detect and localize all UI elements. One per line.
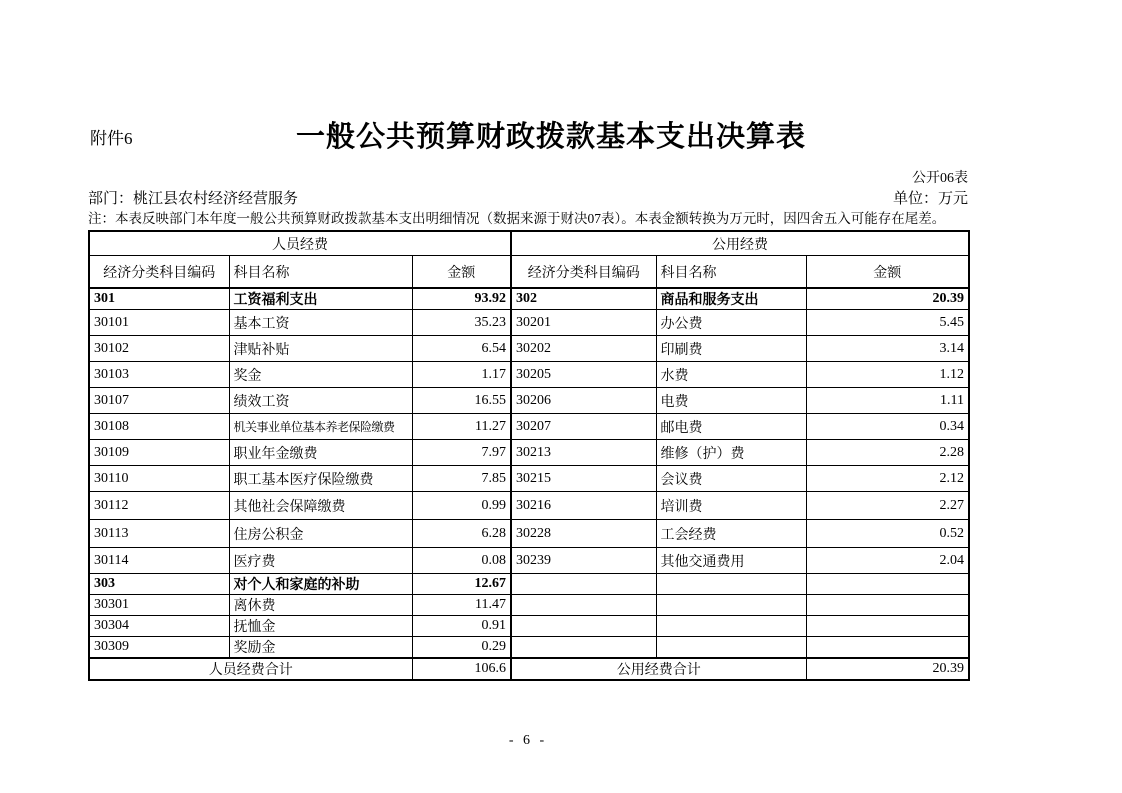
table-row bbox=[89, 362, 969, 388]
name-cell bbox=[656, 637, 806, 659]
name-cell bbox=[656, 595, 806, 616]
table-row bbox=[89, 388, 969, 414]
right-code-header: 经济分类科目编码 bbox=[511, 256, 656, 289]
code-cell: 30207 bbox=[511, 414, 656, 440]
form-code: 公开06表 bbox=[912, 171, 968, 186]
right-total-amount: 20.39 bbox=[806, 658, 969, 680]
amount-cell: 2.12 bbox=[806, 466, 969, 492]
amount-cell: 6.28 bbox=[412, 520, 511, 548]
amount-cell bbox=[806, 616, 969, 637]
amount-cell: 11.27 bbox=[412, 414, 511, 440]
amount-cell: 16.55 bbox=[412, 388, 511, 414]
column-header-row bbox=[89, 256, 969, 289]
amount-cell: 35.23 bbox=[412, 310, 511, 336]
amount-cell bbox=[806, 595, 969, 616]
code-cell bbox=[511, 616, 656, 637]
department-label: 部门：桃江县农村经济经营服务 bbox=[88, 191, 299, 207]
name-cell: 印刷费 bbox=[656, 336, 806, 362]
name-cell: 医疗费 bbox=[229, 548, 412, 574]
amount-cell: 2.04 bbox=[806, 548, 969, 574]
amount-cell: 0.34 bbox=[806, 414, 969, 440]
amount-cell: 5.45 bbox=[806, 310, 969, 336]
table-row bbox=[89, 520, 969, 548]
name-cell: 住房公积金 bbox=[229, 520, 412, 548]
code-cell: 30239 bbox=[511, 548, 656, 574]
name-cell: 水费 bbox=[656, 362, 806, 388]
table-row bbox=[89, 595, 969, 616]
code-cell: 30114 bbox=[89, 548, 229, 574]
code-cell: 30301 bbox=[89, 595, 229, 616]
code-cell: 30206 bbox=[511, 388, 656, 414]
code-cell: 30216 bbox=[511, 492, 656, 520]
group-header-row bbox=[89, 231, 969, 256]
right-total-label: 公用经费合计 bbox=[511, 658, 806, 680]
code-cell: 30112 bbox=[89, 492, 229, 520]
code-cell: 30201 bbox=[511, 310, 656, 336]
amount-cell: 1.12 bbox=[806, 362, 969, 388]
name-cell: 培训费 bbox=[656, 492, 806, 520]
table-note: 注：本表反映部门本年度一般公共预算财政拨款基本支出明细情况（数据来源于财决07表）。本表金额转换为万元时，因四舍五入可能存在尾差。 bbox=[88, 211, 946, 226]
amount-cell: 7.85 bbox=[412, 466, 511, 492]
code-cell: 302 bbox=[511, 288, 656, 310]
code-cell: 30108 bbox=[89, 414, 229, 440]
title-block bbox=[88, 114, 968, 156]
amount-cell bbox=[806, 574, 969, 595]
amount-cell: 1.11 bbox=[806, 388, 969, 414]
code-cell: 303 bbox=[89, 574, 229, 595]
code-cell bbox=[511, 595, 656, 616]
left-amount-header: 金额 bbox=[412, 256, 511, 289]
right-amount-header: 金额 bbox=[806, 256, 969, 289]
name-cell: 邮电费 bbox=[656, 414, 806, 440]
name-cell: 电费 bbox=[656, 388, 806, 414]
code-cell: 30213 bbox=[511, 440, 656, 466]
table-row bbox=[89, 336, 969, 362]
table-row bbox=[89, 637, 969, 659]
code-cell: 30107 bbox=[89, 388, 229, 414]
amount-cell bbox=[806, 637, 969, 659]
left-code-header: 经济分类科目编码 bbox=[89, 256, 229, 289]
code-cell: 30304 bbox=[89, 616, 229, 637]
name-cell: 离休费 bbox=[229, 595, 412, 616]
amount-cell: 12.67 bbox=[412, 574, 511, 595]
page-number: - 6 - bbox=[508, 733, 548, 748]
name-cell: 商品和服务支出 bbox=[656, 288, 806, 310]
table-row bbox=[89, 548, 969, 574]
code-cell: 30202 bbox=[511, 336, 656, 362]
name-cell: 津贴补贴 bbox=[229, 336, 412, 362]
code-cell: 30113 bbox=[89, 520, 229, 548]
code-cell: 30102 bbox=[89, 336, 229, 362]
amount-cell: 0.52 bbox=[806, 520, 969, 548]
page-title: 一般公共预算财政拨款基本支出决算表 bbox=[295, 121, 806, 153]
name-cell: 维修（护）费 bbox=[656, 440, 806, 466]
document-page bbox=[88, 0, 968, 749]
amount-cell: 93.92 bbox=[412, 288, 511, 310]
name-cell bbox=[656, 616, 806, 637]
name-cell: 其他交通费用 bbox=[656, 548, 806, 574]
left-total-amount: 106.6 bbox=[412, 658, 511, 680]
amount-cell: 0.91 bbox=[412, 616, 511, 637]
amount-cell: 20.39 bbox=[806, 288, 969, 310]
right-name-header: 科目名称 bbox=[656, 256, 806, 289]
code-cell: 30110 bbox=[89, 466, 229, 492]
code-cell bbox=[511, 574, 656, 595]
table-row bbox=[89, 574, 969, 595]
amount-cell: 7.97 bbox=[412, 440, 511, 466]
name-cell: 奖金 bbox=[229, 362, 412, 388]
name-cell: 办公费 bbox=[656, 310, 806, 336]
name-cell: 职业年金缴费 bbox=[229, 440, 412, 466]
name-cell: 对个人和家庭的补助 bbox=[229, 574, 412, 595]
table-row bbox=[89, 414, 969, 440]
name-cell bbox=[656, 574, 806, 595]
code-cell: 30101 bbox=[89, 310, 229, 336]
amount-cell: 2.28 bbox=[806, 440, 969, 466]
code-cell: 30205 bbox=[511, 362, 656, 388]
amount-cell: 0.29 bbox=[412, 637, 511, 659]
totals-row bbox=[89, 658, 969, 680]
table-row bbox=[89, 466, 969, 492]
amount-cell: 2.27 bbox=[806, 492, 969, 520]
name-cell: 职工基本医疗保险缴费 bbox=[229, 466, 412, 492]
code-cell: 301 bbox=[89, 288, 229, 310]
name-cell: 抚恤金 bbox=[229, 616, 412, 637]
amount-cell: 3.14 bbox=[806, 336, 969, 362]
attachment-label: 附件6 bbox=[90, 129, 133, 148]
table-row bbox=[89, 616, 969, 637]
expenditure-table bbox=[88, 230, 970, 681]
table-row bbox=[89, 440, 969, 466]
code-cell: 30103 bbox=[89, 362, 229, 388]
code-cell bbox=[511, 637, 656, 659]
table-row bbox=[89, 288, 969, 310]
code-cell: 30228 bbox=[511, 520, 656, 548]
department-row bbox=[88, 187, 968, 208]
amount-cell: 1.17 bbox=[412, 362, 511, 388]
name-cell: 工会经费 bbox=[656, 520, 806, 548]
name-cell: 其他社会保障缴费 bbox=[229, 492, 412, 520]
name-cell: 工资福利支出 bbox=[229, 288, 412, 310]
name-cell: 奖励金 bbox=[229, 637, 412, 659]
table-row bbox=[89, 310, 969, 336]
amount-cell: 6.54 bbox=[412, 336, 511, 362]
name-cell: 绩效工资 bbox=[229, 388, 412, 414]
amount-cell: 11.47 bbox=[412, 595, 511, 616]
code-cell: 30309 bbox=[89, 637, 229, 659]
name-cell: 基本工资 bbox=[229, 310, 412, 336]
name-cell: 会议费 bbox=[656, 466, 806, 492]
amount-cell: 0.99 bbox=[412, 492, 511, 520]
left-name-header: 科目名称 bbox=[229, 256, 412, 289]
left-total-label: 人员经费合计 bbox=[89, 658, 412, 680]
code-cell: 30215 bbox=[511, 466, 656, 492]
table-body bbox=[89, 288, 969, 658]
name-cell: 机关事业单位基本养老保险缴费 bbox=[229, 414, 412, 440]
right-group-header: 公用经费 bbox=[511, 231, 969, 256]
code-cell: 30109 bbox=[89, 440, 229, 466]
table-row bbox=[89, 492, 969, 520]
unit-label: 单位：万元 bbox=[892, 191, 968, 207]
amount-cell: 0.08 bbox=[412, 548, 511, 574]
left-group-header: 人员经费 bbox=[89, 231, 511, 256]
